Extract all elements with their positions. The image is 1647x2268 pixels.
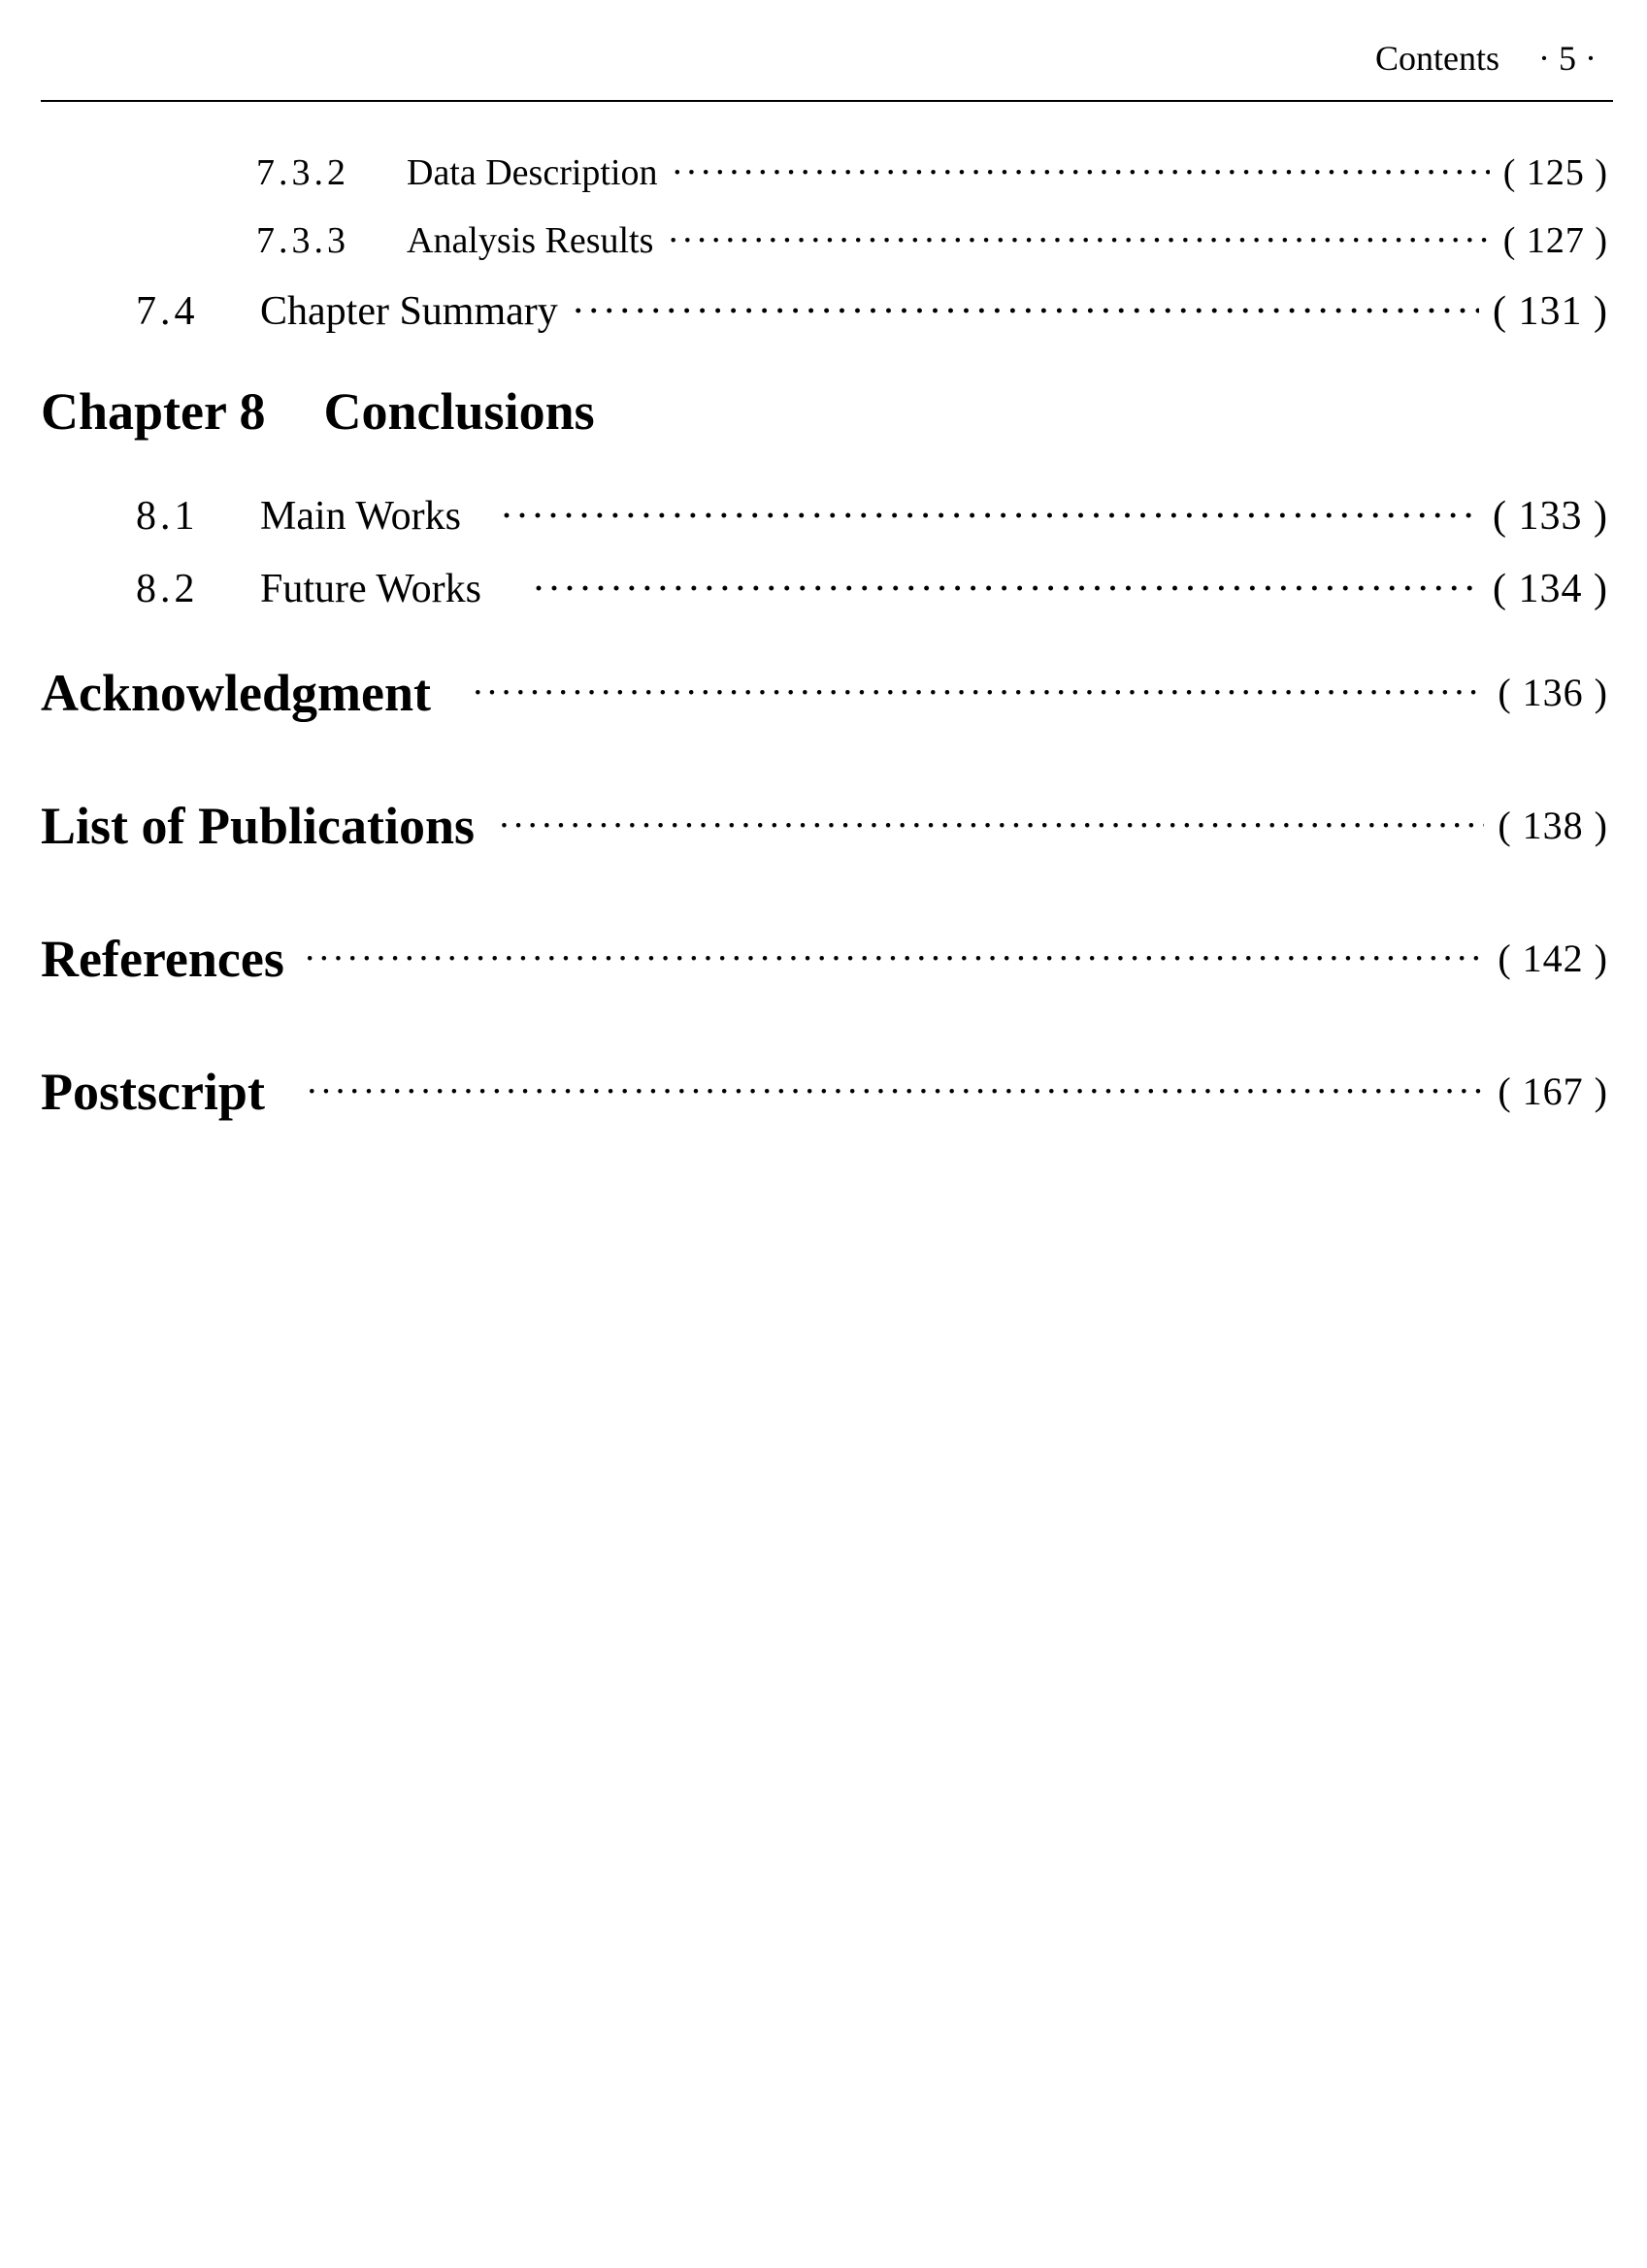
toc-leader-dots [532, 565, 1479, 613]
toc-entry-title: Postscript [41, 1063, 265, 1121]
chapter-label: Chapter 8 [41, 382, 266, 441]
toc-leader-dots [672, 150, 1490, 195]
toc-entry-page: ( 134 ) [1493, 567, 1608, 611]
toc-leader-dots [306, 1062, 1484, 1122]
toc-entry-page: ( 136 ) [1498, 671, 1608, 714]
toc-entry-title: Main Works [260, 494, 462, 539]
page-header [0, 0, 1647, 101]
header-page-number: · 5 · [1538, 39, 1597, 78]
toc-entry-references[interactable] [0, 929, 1647, 989]
toc-entry-number: 8.1 [136, 494, 199, 539]
toc-entry[interactable] [0, 287, 1647, 336]
toc-entry-page: ( 142 ) [1498, 937, 1608, 980]
toc-entry-page: ( 127 ) [1502, 220, 1608, 261]
toc-entry[interactable] [0, 492, 1647, 541]
toc-entry-page: ( 138 ) [1498, 804, 1608, 847]
toc-entry-title: List of Publications [41, 797, 476, 855]
toc-entry-title: References [41, 930, 284, 988]
chapter-heading[interactable] [41, 381, 595, 442]
toc-entry-postscript[interactable] [0, 1062, 1647, 1122]
toc-entry-number: 7.4 [136, 289, 199, 334]
toc-entry-publications[interactable] [0, 796, 1647, 856]
toc-entry-title: Acknowledgment [41, 664, 431, 722]
toc-entry-number: 7.3.2 [256, 152, 349, 193]
header-section-title: Contents [1375, 39, 1500, 78]
toc-leader-dots [498, 796, 1484, 856]
toc-entry-title: Future Works [260, 567, 482, 611]
toc-leader-dots [472, 663, 1484, 723]
toc-entry-title: Data Description [407, 152, 658, 193]
toc-entry-page: ( 131 ) [1493, 289, 1608, 334]
toc-entry[interactable] [0, 150, 1647, 195]
toc-leader-dots [500, 492, 1479, 541]
toc-entry-title: Analysis Results [407, 220, 654, 261]
toc-entry-page: ( 133 ) [1493, 494, 1608, 539]
toc-entry-title: Chapter Summary [260, 289, 558, 334]
toc-entry-page: ( 167 ) [1498, 1069, 1608, 1113]
toc-entry-acknowledgment[interactable] [0, 663, 1647, 723]
running-header [1375, 37, 1597, 80]
toc-entry-page: ( 125 ) [1502, 152, 1608, 193]
toc-leader-dots [667, 218, 1489, 263]
toc-entry-number: 8.2 [136, 567, 199, 611]
toc-entry-number: 7.3.3 [256, 220, 349, 261]
toc-entry[interactable] [0, 218, 1647, 263]
toc-entry[interactable] [0, 565, 1647, 613]
toc-leader-dots [572, 287, 1479, 336]
chapter-title: Conclusions [323, 382, 595, 441]
toc-leader-dots [304, 929, 1485, 989]
header-rule [41, 100, 1613, 102]
